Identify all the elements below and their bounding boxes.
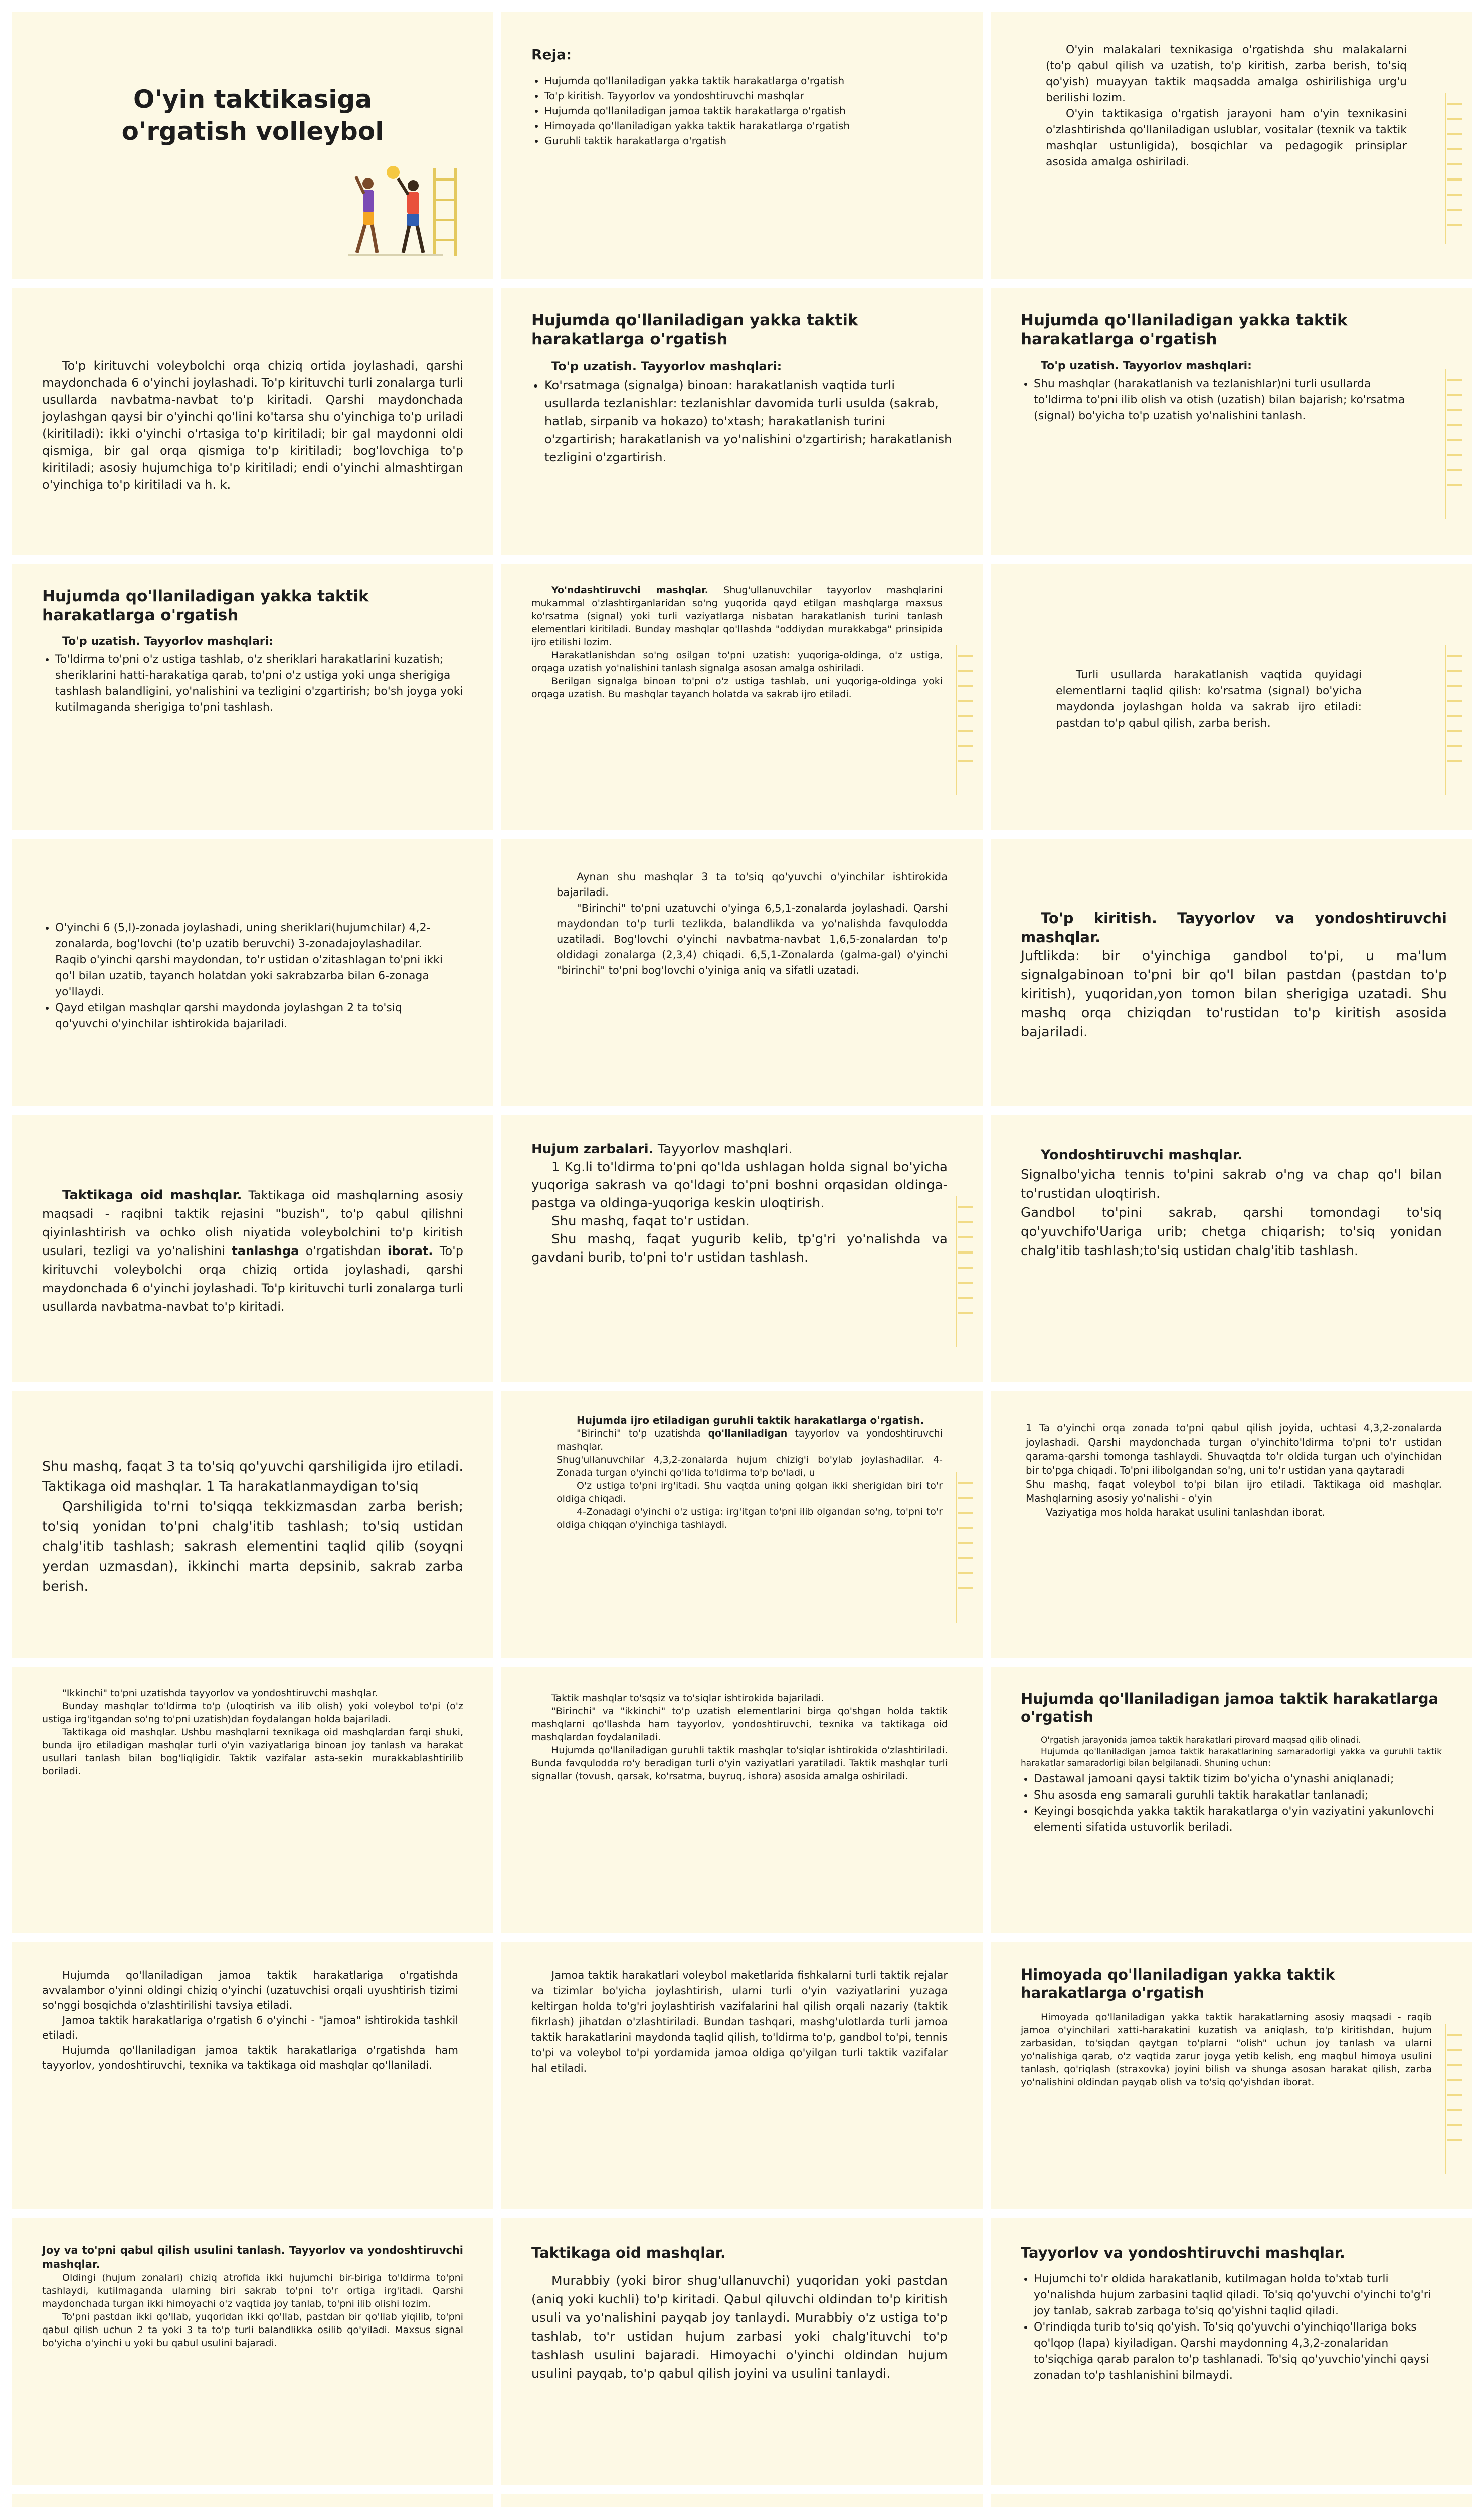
text-paragraph: Shu mashq, faqat voleybol to'pi bilan ijro etiladi. Taktikaga oid mashqlar. Mashqlarning asosiy yo'nalishi - o'yin	[1026, 1478, 1442, 1504]
text-paragraph	[531, 584, 943, 649]
bullet-item: • To'ldirma to'pni o'z ustiga tashlab, o'z sheriklari harakatlarini kuzatish; sheriklarini hatti-harakatiga qarab, to'pni o'z ustiga yoki unga sherigiga tashlash balandligini, yo'nalishini va tezligini o'zgartirish; bo'sh joyga yoki kutilmaganda sherigiga to'pni tashlash.	[55, 652, 463, 716]
text-paragraph: Shu mashq, faqat 3 ta to'siq qo'yuvchi qarshiligida ijro etiladi. Taktikaga oid mashqlar. 1 Ta harakatlanmaydigan to'siq	[42, 1459, 463, 1494]
slide-group-attack[interactable]	[501, 1391, 983, 1658]
emphasis-text: qo'llaniladigan	[708, 1428, 788, 1439]
ladder-decoration	[1443, 93, 1465, 244]
slide-zone-positions[interactable]	[12, 839, 493, 1106]
slide-team-attack[interactable]	[991, 1667, 1472, 1933]
slide-heading: Taktikaga oid mashqlar.	[531, 2244, 726, 2261]
text-paragraph: Aynan shu mashqlar 3 ta to'siq qo'yuvchi o'yinchilar ishtirokida bajariladi.	[556, 871, 948, 899]
slide-attack-individual-3[interactable]	[12, 564, 493, 830]
slide-serve-exercises[interactable]	[991, 839, 1472, 1106]
text-paragraph	[531, 1140, 948, 1158]
text-paragraph: Hujumda qo'llaniladigan guruhli taktik mashqlar to'siqlar ishtirokida o'zlashtiriladi. Bunda favqulodda ro'y beradigan turli o'yin vaziyatlari yaratiladi. Taktik mashqlar turli signallar (tovush, qarsak, ko'rsatma, buyruq, ishora) asosida amalga oshiriladi.	[531, 1745, 948, 1782]
bullet-list	[1021, 1771, 1442, 1836]
slide-intro[interactable]	[991, 12, 1472, 279]
volleyball-players-illustration	[338, 158, 463, 259]
bullet-item: • Ko'rsatmaga (signalga) binoan: harakatlanish vaqtida turli usullarda tezlanishlar: tezlanishlar davomida turli usulda (sakrab, hatlab, sirpanib va hokazo) to'xtash; harakatlanish turini o'zgartirish; harakatlanish va yo'nalishini o'zgartirish; harakatlanish tezligini o'zgartirish.	[544, 376, 953, 466]
slide-tactical-block[interactable]	[12, 2494, 493, 2507]
ladder-decoration	[1443, 645, 1465, 795]
text-paragraph: "Birinchi" to'pni uzatuvchi o'yinga 6,5,1-zonalarda joylashadi. Qarshi maydondan to'p turli tezlikda, balandlikda va yo'nalishda favqulodda uzatiladi. Bog'lovchi o'yinchi navbatma-navbat 1,6,5-zonalardan to'p oldidagi zonalarga (2,3,4) chiqadi. 6,5,1-Zonalarda (galma-gal) o'yinchi "birinchi" to'pni bog'lovchi o'yiniga aniq va sifatli uzatadi.	[556, 902, 948, 976]
text-paragraph: Hujumda qo'llaniladigan jamoa taktik harakatlarining samaradorligi yakka va guruhli taktik harakatlar samaradorligi bilan belgilanadi. Shuning uchun:	[1021, 1747, 1442, 1768]
plan-list	[531, 73, 953, 148]
paragraph-text: o'rgatishdan	[299, 1243, 388, 1258]
text-paragraph: Hujumda qo'llaniladigan jamoa taktik harakatlariga o'rgatishda avvalambor o'yinni oldingi chiziq o'yinchi (uzatuvchisi orqali uyushtirish tizimi so'nggi bosqichda o'zlashtirilishi tavsiya etiladi.	[42, 1969, 458, 2011]
slide-defense-individual[interactable]	[991, 1942, 1472, 2209]
text-paragraph: Bunday mashqlar to'ldirma to'p (uloqtirish va ilib olish) yoki voleybol to'pi (o'z ustiga irg'itgandan so'ng to'pni uzatish)dan foydalangan holda bajariladi.	[42, 1701, 463, 1725]
slide-attack-individual-1[interactable]	[501, 288, 983, 555]
slide-subheading: Joy va to'pni qabul qilish usulini tanlash. Tayyorlov va yondoshtiruvchi mashqlar.	[42, 2244, 463, 2270]
bullet-list	[531, 376, 953, 466]
bullet-item: • O'yinchi 6 (5,l)-zonada joylashadi, uning sheriklari(hujumchilar) 4,2-zonalarda, bog'lovchi (to'p uzatib beruvchi) 3-zonadajoylashadilar. Raqib o'yinchi qarshi maydondan, to'r ustidan o'zitashlagan to'pni ikki qo'l bilan uzatib, tayanch holatdan yoki sakrabzarba bilan 6-zonaga yo'llaydi.	[55, 920, 453, 1000]
slide-tactical-serve[interactable]	[12, 1115, 493, 1382]
plan-item: • Guruhli taktik harakatlarga o'rgatish	[544, 133, 953, 148]
text-paragraph: Berilgan signalga binoan to'pni o'z ustiga tashlab, uni yuqoriga-oldinga yoki orqaga uzatish. Bu mashqlar tayanch holatda va sakrab ijro etiladi.	[531, 676, 943, 700]
slide-tactical-blockers[interactable]	[501, 1667, 983, 1933]
slide-lead-in-exercises[interactable]	[501, 564, 983, 830]
text-paragraph: "Birinchi" va "ikkinchi" to'p uzatish elementlarini birga qo'shgan holda taktik mashqlarni qo'llashda ham tayyorlov, yondoshtiruvchi, texnika va taktikaga oid mashqlardan foydalaniladi.	[531, 1706, 948, 1743]
lead-text-2: Tayyorlov mashqlari.	[653, 1142, 793, 1157]
slide-subheading: To'p uzatish. Tayyorlov mashqlari:	[551, 359, 782, 373]
slide-grid	[12, 12, 1472, 2507]
bullet-item: • Dastawal jamoani qaysi taktik tizim bo'yicha o'ynashi aniqlanadi;	[1034, 1771, 1442, 1787]
text-paragraph: Qarshiligida to'rni to'siqqa tekkizmasdan zarba berish; to'siq yonidan to'pni chalg'itib tashlash; to'siq ustidan chalg'itib tashlash; sakrash elementini taqlid qilib (soyqni yerdan uzmasdan), ikkinchi marta depsinib, sakrab zarba berish.	[42, 1499, 463, 1594]
slide-heading: Himoyada qo'llaniladigan yakka taktik harakatlarga o'rgatish	[1021, 1966, 1335, 2001]
slide-back-zone-receive[interactable]	[991, 1391, 1472, 1658]
paragraph-text: To'p kirituvchi voleybolchi orqa chiziq ortida joylashadi, qarshi maydonchada 6 o'yinchi joylashadi. To'p kirituvchi turli zonalarga turli usullarda navbatma-navbat to'p kiritadi.	[42, 1243, 463, 1314]
text-paragraph: "Ikkinchi" to'pni uzatishda tayyorlov va yondoshtiruvchi mashqlar.	[62, 1688, 378, 1699]
slide-team-attack-2[interactable]	[12, 1942, 493, 2209]
text-paragraph: O'yin malakalari texnikasiga o'rgatishda shu malakalarni (to'p qabul qilish va uzatish, to'p kiritish, zarba berish, to'siq qo'yish) muayyan taktik maqsadda amalga oshirilishiga urg'u berilishi lozim.	[1046, 44, 1407, 104]
bullet-item: • O'rindiqda turib to'siq qo'yish. To'siq qo'yuvchi o'yinchiqo'llariga boks qo'lqop (lapa) kiyiladigan. Qarshi maydonning 4,3,2-zonalaridan to'siqchiga qarab paralon to'p tashlanadi. To'siq qo'yuvchio'yinchi qaysi zonadan to'p tashlanishini bilmaydi.	[1034, 2319, 1442, 2384]
slide-serve-intro[interactable]	[12, 288, 493, 555]
bullet-item: • Keyingi bosqichda yakka taktik harakatlarga o'yin vaziyatini yakunlovchi elementi sifatida ustuvorlik beriladi.	[1034, 1804, 1442, 1836]
bullet-item: • Qayd etilgan mashqlar qarshi maydonda joylashgan 2 ta to'siq qo'yuvchi o'yinchilar ishtirokida bajariladi.	[55, 1000, 453, 1032]
text-paragraph: 4-Zonadagi o'yinchi o'z ustiga: irg'itgan to'pni ilib olgandan so'ng, to'pni to'r oldiga chiqqan o'yinchiga tashlaydi.	[556, 1506, 943, 1530]
slide-block-exercises[interactable]	[991, 2218, 1472, 2485]
text-paragraph: Hujumda qo'llaniladigan jamoa taktik harakatlariga o'rgatishda ham tayyorlov, yondoshtiruvchi, texnika va taktikaga oid mashqlar qo'llaniladi.	[42, 2044, 458, 2071]
bullet-item: • Shu asosda eng samarali guruhli taktik harakatlar tanlanadi;	[1034, 1787, 1442, 1804]
ladder-decoration	[954, 1196, 976, 1347]
plan-item: • Hujumda qo'llaniladigan jamoa taktik harakatlarga o'rgatish	[544, 103, 953, 118]
text-paragraph: O'z ustiga to'pni irg'itadi. Shu vaqtda uning qolgan ikki sherigidan biri to'r oldiga chiqadi.	[556, 1480, 943, 1504]
text-paragraph: Shu mashq, faqat yugurib kelib, tp'g'ri yo'nalishda va gavdani burib, to'pni to'r ustidan tashlash.	[531, 1232, 948, 1265]
text-paragraph: 1 Kg.li to'ldirma to'pni qo'lda ushlagan holda signal bo'yicha yuqoriga sakrash va qo'ldagi to'pni boshni orqasidan oldinga-pastga va oldinga-yuqoriga keskin uloqtirish.	[531, 1160, 948, 1211]
text-paragraph: Taktik mashqlar to'sqsiz va to'siqlar ishtirokida bajariladi.	[551, 1693, 824, 1704]
text-paragraph: O'yin taktikasiga o'rgatish jarayoni ham o'yin texnikasini o'zlashtirishda qo'llaniladigan uslublar, vositalar (texnik va taktik mashqlar ustunligida), bosqichlar va pedagogik prinsiplar asosida amalga oshiriladi.	[1046, 108, 1407, 168]
text-paragraph: Gandbol to'pini sakrab, qarshi tomondagi to'siq qo'yuvchifo'Uariga urib; chetga chiqarish; to'siq yonidan chalg'itib tashlash;to'siq ustidan chalg'itib tashlash.	[1021, 1205, 1442, 1259]
text-paragraph: Jamoa taktik harakatlariga o'rgatish 6 o'yinchi - "jamoa" ishtirokida tashkil etiladi.	[42, 2014, 458, 2041]
slide-three-blockers[interactable]	[501, 839, 983, 1106]
bullet-item: • Shu mashqlar (harakatlanish va tezlanishlar)ni turli usullarda to'ldirma to'pni ilib olish va otish (uzatish) bilan bajarish; ko'rsatma (signal) bo'yicha to'p uzatish yo'nalishini tanlash.	[1034, 376, 1422, 424]
slide-plan[interactable]	[501, 12, 983, 279]
text-paragraph: Himoyada qo'llaniladigan yakka taktik harakatlarning asosiy maqsadi - raqib jamoa o'yinchilari xatti-harakatini kuzatish va aniqlash, to'p kiritishdan, hujum zarbasidan, to'siqdan qaytgan to'plarni "olish" uchun joy tanlash va ularni yo'nalishiga qarab, o'z vaqtida zarur joyga yetib kelish, eng maqbul himoya usulini tanlash, qo'riqlash (straxovka) joyini bilish va shunga asosan harakat qilish, zarba yo'nalishini oldindan payqab olish va to'siq qo'yishdan iborat.	[1021, 2012, 1432, 2088]
text-paragraph	[556, 1427, 943, 1453]
text-paragraph: 1 Ta o'yinchi orqa zonada to'pni qabul qilish joyida, uchtasi 4,3,2-zonalarda joylashadi. Qarshi maydonchada turgan o'yinchito'ldirma to'pni to'r ustidan qarama-qarshi tomonga tashlaydi. Shuvaqtda to'r oldida turgan uch o'yinchidan bir to'pga chiqadi. To'pni ilibolgandan so'ng, uni to'r ustidan yana qaytaradi	[1026, 1422, 1442, 1476]
slide-team-models[interactable]	[501, 1942, 983, 2209]
slide-tactical-receive[interactable]	[501, 2218, 983, 2485]
slide-heading: Hujumda qo'llaniladigan jamoa taktik harakatlarga o'rgatish	[1021, 1690, 1439, 1725]
plan-item: • Hujumda qo'llaniladigan yakka taktik harakatlarga o'rgatish	[544, 73, 953, 88]
plan-heading: Reja:	[531, 46, 572, 63]
slide-heading: Hujumda qo'llaniladigan yakka taktik harakatlarga o'rgatish	[531, 311, 858, 348]
emphasis-text: iborat.	[387, 1243, 433, 1258]
lead-text: Yo'ndashtiruvchi mashqlar.	[551, 585, 708, 596]
lead-text: Taktikaga oid mashqlar.	[62, 1187, 242, 1203]
text-paragraph: To'pni pastdan ikki qo'llab, yuqoridan ikki qo'llab, pastdan bir qo'llab yiqilib, to'pni qabul qilish uchun 2 ta yoki 3 ta to'p turli balandlikka osilib qo'yiladi. Maxsus signal bo'yicha o'yinchi u yoki bu qabul usulini bajaradi.	[42, 2311, 463, 2349]
ladder-decoration	[954, 1472, 976, 1623]
paragraph-text: Taktikaga oid mashqlarning asosiy maqsadi - raqibni taktik rejasini "buzish", to'p qabul qilishni qiyinlashtirish va ochko olish niyatida voleybolchini to'p kiritish usulari, tezligi va yo'nalishini	[42, 1188, 463, 1258]
text-paragraph: Shu mashq, faqat to'r ustidan.	[551, 1214, 750, 1229]
bullet-item: • Hujumchi to'r oldida harakatlanib, kutilmagan holda to'xtab turli yo'nalishda hujum zarbasini taqlid qiladi. To'siq qo'yuvchi o'yinchi to'g'ri joy tanlab, sakrab zarbaga to'siq qo'yishni taqlid qiladi.	[1034, 2271, 1442, 2319]
text-paragraph: Shug'ullanuvchilar 4,3,2-zonalarda hujum chizig'i bo'ylab joylashadilar. 4-Zonada turgan o'yinchi qo'lida to'ldirma to'p bo'ladi, u	[556, 1454, 943, 1478]
slide-heading: Hujumda qo'llaniladigan yakka taktik harakatlarga o'rgatish	[1021, 311, 1348, 348]
text-paragraph: Signalbo'yicha tennis to'pini sakrab o'ng va chap qo'l bilan to'rustidan uloqtirish.	[1021, 1167, 1442, 1201]
title-text: O'yin taktikasiga o'rgatish volleybol	[121, 85, 384, 146]
slide-tactical-back-row[interactable]	[991, 2494, 1472, 2507]
slide-subheading: Yondoshtiruvchi mashqlar.	[1041, 1147, 1243, 1163]
slide-three-blockers-attack[interactable]	[12, 1391, 493, 1658]
slide-title[interactable]	[12, 12, 493, 279]
ladder-decoration	[1443, 2024, 1465, 2174]
text-paragraph: Vaziyatiga mos holda harakat usulini tanlashdan iborat.	[1046, 1506, 1325, 1518]
paragraph-text: Shug'ullanuvchilar tayyorlov mashqlarini mukammal o'zlashtirganlaridan so'ng yuqorida qayd etilgan mashqlarga maxsus ko'rsatma (signal) yoki turli vaziyatlarga nisbatan harakatlanish turini tanlash elementlari kiritiladi. Bunday mashqlar qo'llashda "oddiydan murakkabga" prinsipida ijro etilishi lozim.	[531, 585, 943, 648]
text-paragraph: Jamoa taktik harakatlari voleybol maketlarida fishkalarni turli taktik rejalar va tizimlar bo'yicha joylashtirish, ularni turli o'yin vaziyatlarini yuzaga keltirgan holda to'g'ri joylashtirish vazifalarini hal qilish orqali nazariy (taktik fikrlash) jihatdan o'zlashtiriladi. Bundan tashqari, mashg'ulotlarda turli jamoa taktik harakatlarini maydonda taqlid qilish, to'ldirma to'p, gandbol to'pi, tennis to'pi va voleybol to'pi yordamida jamoa oldiga qo'yilgan turli taktik vazifalar hal etiladi.	[531, 1969, 948, 2074]
slide-imitation[interactable]	[991, 564, 1472, 830]
bullet-list	[1021, 2271, 1442, 2384]
text-paragraph: To'p kirituvchi voleybolchi orqa chiziq ortida joylashadi, qarshi maydonchada 6 o'yinchi joylashadi. To'p kirituvchi turli zonalarga turli usullarda navbatma-navbat to'p kiritadi. Qarshi maydonchada joylashgan qaysi bir o'yinchi qo'lini ko'tarsa shu o'yinchiga to'p uriladi (kiritiladi): ikki o'yinchi o'rtasiga to'p kiritiladi; bir gal maydonni oldi qismiga, bir gal orqa qismiga to'p kiritiladi; bog'lovchiga to'p kiritiladi; asosiy hujumchiga to'p kiritiladi; endi o'yinchi almashtirgan o'yinchiga to'p kiritiladi va h. k.	[42, 359, 463, 492]
text-paragraph: Turli usullarda harakatlanish vaqtida quyidagi elementlarni taqlid qilish: ko'rsatma (signal) bo'yicha maydonda joylashgan holda va sakrab ijro etiladi: pastdan to'p qabul qilish, zarba berish.	[1056, 669, 1362, 730]
slide-attack-hits[interactable]	[501, 1115, 983, 1382]
slide-subheading: To'p kiritish. Tayyorlov va yondoshtiruvchi mashqlar.	[1021, 910, 1447, 946]
bullet-list	[42, 652, 463, 716]
ladder-decoration	[1443, 369, 1465, 519]
slide-receive-position[interactable]	[12, 2218, 493, 2485]
text-paragraph: Juftlikda: bir o'yinchiga gandbol to'pi, u ma'lum signalgabinoan to'pni bir qo'l bilan pastdan (pastdan to'p kiritish), yuqoridan,yon tomon bilan sherigiga uzatadi. Shu mashq orqa chiziqdan to'rustidan to'p kiritish asosida bajariladi.	[1021, 948, 1447, 1040]
text-paragraph	[42, 1186, 463, 1316]
slide-heading: Hujumda qo'llaniladigan yakka taktik harakatlarga o'rgatish	[42, 587, 369, 624]
slide-subheading: Hujumda ijro etiladigan guruhli taktik harakatlarga o'rgatish.	[577, 1414, 924, 1426]
slide-group-tactics[interactable]	[501, 2494, 983, 2507]
slide-subheading: To'p uzatish. Tayyorlov mashqlari:	[1041, 360, 1252, 372]
slide-subheading: To'p uzatish. Tayyorlov mashqlari:	[62, 635, 273, 648]
text-paragraph: Oldingi (hujum zonalari) chiziq atrofida ikki hujumchi bir-biriga to'ldirma to'pni tashlaydi, kutilmaganda ularning biri sakrab to'pni to'r ortiga irg'itadi. Qarshi maydonchada turgan ikki himoyachi o'z vaqtida joy tanlab, to'pni ilib olishi lozim.	[42, 2272, 463, 2309]
text-paragraph: Harakatlanishdan so'ng osilgan to'pni uzatish: yuqoriga-oldinga, o'z ustiga, orqaga uzatish yo'nalishini tanlash signalga asosan amalga oshiriladi.	[531, 650, 943, 674]
slide-second-pass[interactable]	[12, 1667, 493, 1933]
slide-attack-individual-2[interactable]	[991, 288, 1472, 555]
paragraph-text: "Birinchi" to'p uzatishda	[577, 1428, 708, 1439]
paragraph-text: tayyorlov va yondoshtiruvchi mashqlar.	[556, 1428, 943, 1452]
lead-text: Hujum zarbalari.	[531, 1142, 654, 1157]
text-paragraph: O'rgatish jarayonida jamoa taktik harakatlari pirovard maqsad qilib olinadi.	[1041, 1735, 1361, 1745]
bullet-list	[42, 920, 453, 1032]
slide-lead-in-attack[interactable]	[991, 1115, 1472, 1382]
bullet-list	[1021, 376, 1422, 424]
emphasis-text: tanlashga	[232, 1243, 299, 1258]
ladder-decoration	[954, 645, 976, 795]
slide-heading: Tayyorlov va yondoshtiruvchi mashqlar.	[1021, 2244, 1345, 2261]
plan-item: • Himoyada qo'llaniladigan yakka taktik harakatlarga o'rgatish	[544, 118, 953, 133]
text-paragraph: Taktikaga oid mashqlar. Ushbu mashqlarni texnikaga oid mashqlardan farqi shuki, bunda ijro etiladigan mashqlar turli o'yin vaziyatlariga binoan joy tanlash va harakat usullari tanlash bilan bog'liqligidir. Taktik vazifalar asta-sekin murakkablashtirilib boriladi.	[42, 1727, 463, 1777]
text-paragraph: Murabbiy (yoki biror shug'ullanuvchi) yuqoridan yoki pastdan (aniq yoki kuchli) to'p kiritadi. Qabul qiluvchi oldindan to'p kiritish usuli va yo'nalishini payqab joy tanlaydi. Murabbiy o'z ustiga to'p tashlab, to'r ustidan hujum zarbasi yoki chalg'ituvchi to'p tashlash usulini bajaradi. Himoyachi o'yinchi oldindan hujum usulini payqab, to'p qabul qilish joyini va usulini tanlaydi.	[531, 2273, 948, 2381]
plan-item: • To'p kiritish. Tayyorlov va yondoshtiruvchi mashqlar	[544, 88, 953, 103]
